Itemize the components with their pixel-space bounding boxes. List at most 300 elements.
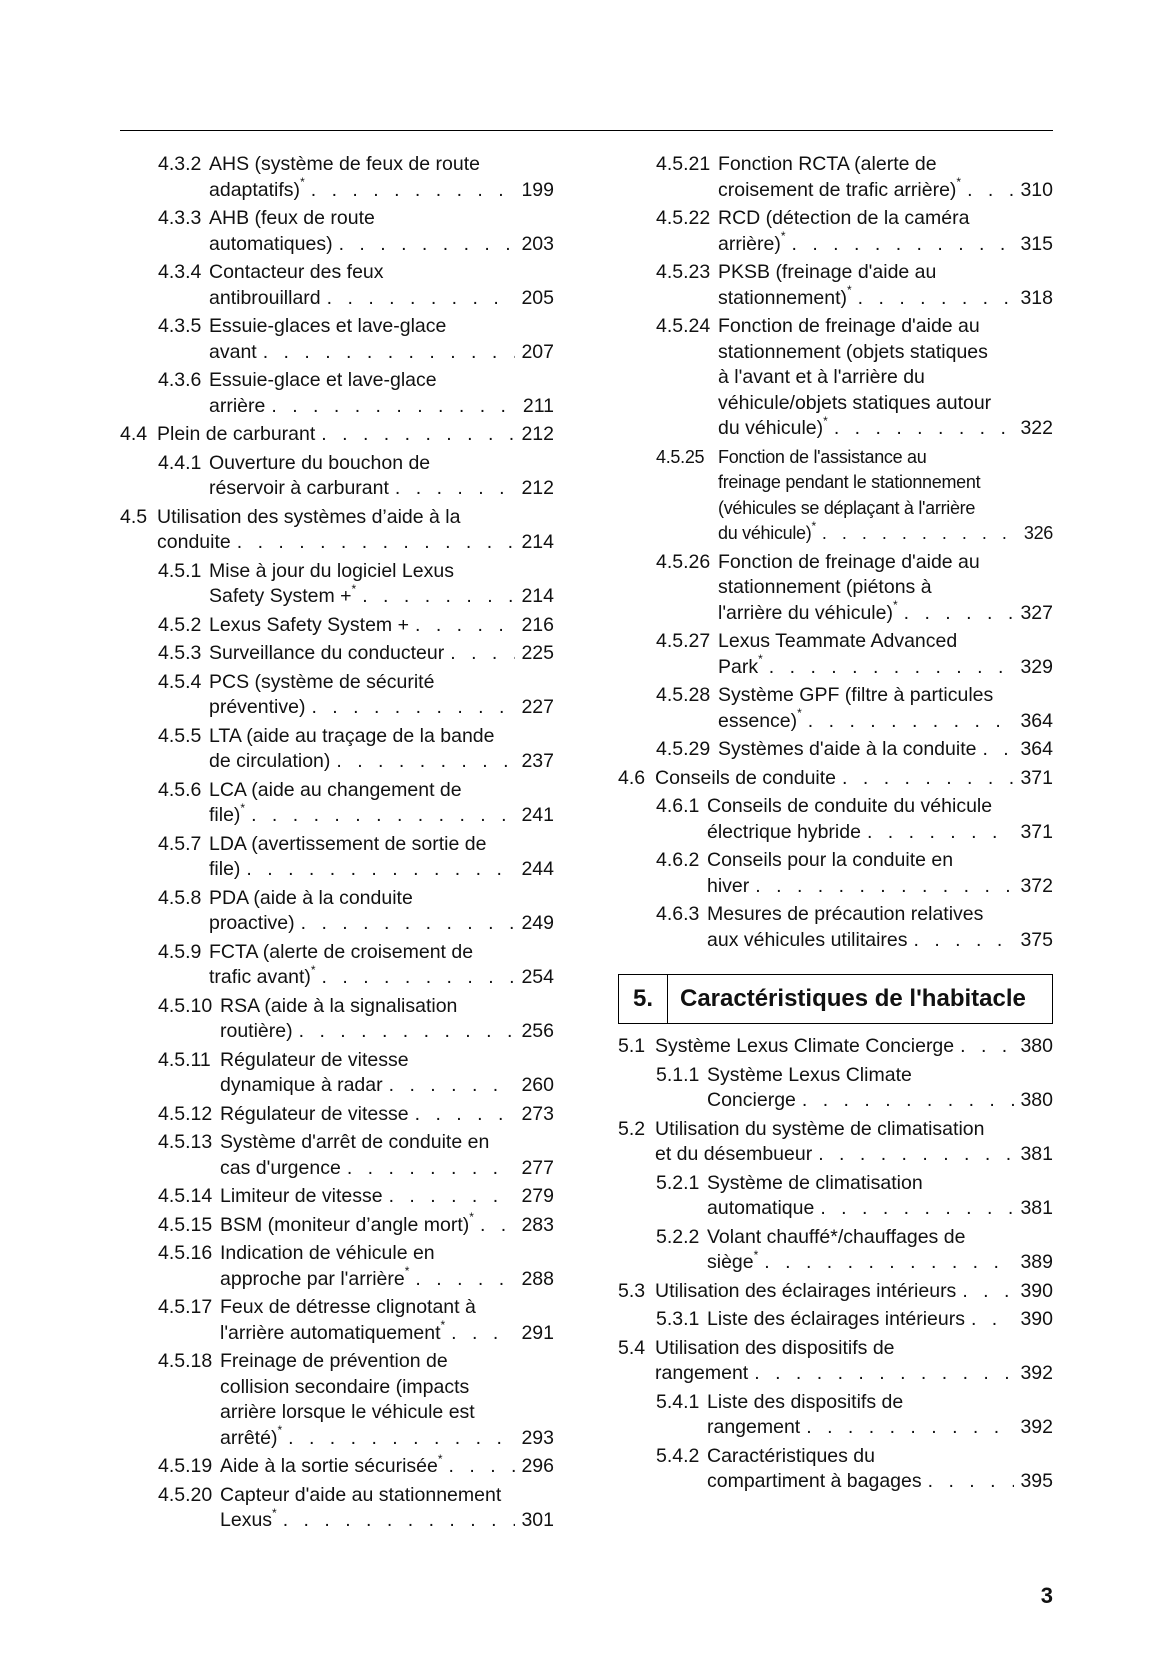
toc-entry-title-line: Utilisation des systèmes d’aide à la [157,505,461,528]
toc-entry-page: 273 [521,1102,554,1125]
toc-entry-page: 279 [521,1185,554,1207]
leader-dots [769,655,1015,681]
toc-entry[interactable] [618,629,1053,680]
toc-entry-title-line: proactive) [209,912,295,934]
asterisk-marker: * [310,962,316,977]
toc-entry[interactable] [618,848,1053,899]
leader-dots [449,1454,516,1480]
toc-entry[interactable] [120,1130,554,1181]
asterisk-marker: * [404,1264,410,1278]
toc-entry-title-line: stationnement (piétons à [718,576,932,598]
toc-entry[interactable] [120,152,554,203]
toc-entry-title-line: LCA (aide au changement de [209,778,462,801]
toc-entry-number: 4.5.6 [158,778,202,801]
toc-left-column [120,152,554,1537]
toc-entry-number: 4.5.28 [656,684,711,706]
toc-entry-title-line: et du désembueur [655,1143,813,1165]
toc-entry[interactable] [120,641,554,667]
toc-entry[interactable] [618,260,1053,311]
toc-entry-number: 4.5.27 [656,630,711,652]
toc-entry-title-line: Safety System +* [209,581,357,607]
toc-entry-title-line: PCS (système de sécurité [209,670,435,693]
toc-entry-title-line: antibrouillard [209,286,321,309]
toc-entry[interactable] [120,778,554,829]
toc-entry-title-line: Volant chauffé*/chauffages de [707,1225,966,1248]
toc-entry-page: 318 [1020,286,1053,309]
toc-entry-title-line: rangement [707,1416,801,1438]
toc-entry-page: 380 [1020,1035,1053,1057]
page-number: 3 [1040,1583,1053,1608]
toc-entry-title-line: approche par l'arrière* [220,1264,410,1290]
toc-entry-number: 4.5.15 [158,1213,213,1236]
toc-entry-title-line: Systèmes d'aide à la conduite [718,738,977,760]
toc-entry-title-line: siège* [707,1247,759,1273]
asterisk-marker: * [440,1318,446,1332]
toc-entry-number: 5.2 [618,1117,646,1140]
toc-entry-number: 4.5 [120,505,148,528]
leader-dots [311,178,516,204]
leader-dots [288,1426,515,1452]
toc-entry-title-line: (véhicules se déplaçant à l'arrière [718,497,976,518]
leader-dots [451,1321,515,1347]
toc-entry-title-line: PDA (aide à la conduite [209,886,413,909]
toc-entry-page: 380 [1020,1089,1053,1111]
toc-entry[interactable] [120,559,554,610]
toc-entry[interactable] [618,1279,1053,1305]
asterisk-marker: * [823,413,828,428]
toc-entry-title-line: Essuie-glace et lave-glace [209,369,437,391]
toc-entry-title-line: trafic avant)* [209,962,316,988]
asterisk-marker: * [811,519,816,533]
asterisk-marker: * [240,800,246,815]
toc-entry-page: 371 [1020,820,1053,843]
leader-dots [842,766,1014,792]
leader-dots [928,1469,1015,1495]
toc-entry-number: 4.5.7 [158,832,202,855]
toc-entry-title-line: Liste des éclairages intérieurs [707,1308,965,1330]
toc-entry-title-line: rangement [655,1362,749,1384]
toc-entry-title-line: Aide à la sortie sécurisée* [220,1451,443,1477]
toc-entry-page: 364 [1020,738,1053,760]
asterisk-marker: * [469,1210,474,1224]
toc-entry-page: 389 [1020,1251,1053,1273]
leader-dots [299,1019,516,1045]
toc-entry-title-line: Utilisation du système de climatisation [655,1117,985,1140]
toc-entry-number: 4.6.1 [656,795,700,817]
toc-entry-number: 5.2.2 [656,1225,700,1248]
toc-entry-number: 4.5.5 [158,724,202,747]
toc-entry-title-line: du véhicule)* [718,519,816,543]
leader-dots [336,749,515,775]
leader-dots [347,1156,516,1182]
toc-entry[interactable] [120,314,554,365]
toc-entry-number: 4.6.3 [656,903,700,925]
toc-entry-title-line: Surveillance du conducteur [209,642,445,664]
toc-entry[interactable] [120,1451,554,1480]
toc-entry-title-line: automatiques) [209,232,333,255]
toc-entry-page: 203 [521,232,554,255]
toc-entry-title-line: file) [209,858,241,880]
toc-entry-number: 5.3 [618,1279,646,1302]
toc-entry-title-line: Conseils pour la conduite en [707,849,954,871]
toc-entry-title-line: l'arrière du véhicule)* [718,598,898,624]
toc-entry-title-line: Utilisation des dispositifs de [655,1336,895,1359]
toc-entry-title-line: Conseils de conduite du véhicule [707,795,993,817]
toc-entry-number: 4.3.3 [158,207,202,229]
toc-entry-title-line: avant [209,340,257,363]
leader-dots [822,521,1018,547]
toc-entry[interactable] [120,1210,554,1239]
leader-dots [271,394,517,420]
leader-dots [415,613,515,639]
toc-entry-number: 5.1 [618,1035,646,1057]
toc-entry[interactable] [618,1390,1053,1441]
toc-entry-title-line: aux véhicules utilitaires [707,928,908,951]
toc-entry-page: 212 [521,477,554,499]
toc-entry-page: 381 [1020,1143,1053,1165]
toc-entry-title-line: arrière)* [718,229,786,255]
leader-dots [982,737,1014,763]
toc-entry[interactable] [618,445,1053,547]
toc-entry[interactable] [120,886,554,937]
toc-entry-number: 4.5.4 [158,670,202,693]
toc-entry-number: 4.5.21 [656,153,711,175]
toc-entry-page: 212 [521,423,554,445]
toc-entry[interactable] [618,550,1053,627]
leader-dots [971,1307,1014,1333]
toc-entry[interactable] [120,505,554,556]
leader-dots [321,422,515,448]
toc-entry[interactable] [618,1171,1053,1222]
toc-entry-page: 227 [521,696,554,718]
toc-entry[interactable] [120,670,554,721]
toc-entry-number: 4.5.8 [158,886,202,909]
leader-dots [389,1073,516,1099]
toc-entry-page: 310 [1020,178,1053,201]
leader-dots [301,911,516,937]
toc-entry[interactable] [120,1349,554,1451]
leader-dots [237,530,516,556]
toc-entry-title-line: collision secondaire (impacts [220,1375,470,1398]
section-title: Caractéristiques de l'habitacle [680,985,1026,1012]
toc-entry-title-line: réservoir à carburant [209,477,389,499]
toc-entry-title-line: essence)* [718,706,802,732]
toc-entry-title-line: hiver [707,874,750,897]
asterisk-marker: * [437,1451,443,1466]
toc-entry-number: 4.5.26 [656,550,711,573]
leader-dots [808,709,1015,735]
toc-entry-page: 327 [1020,601,1053,624]
leader-dots [792,232,1015,258]
toc-entry-page: 216 [521,613,554,636]
section-header [618,974,1053,1024]
toc-entry-title-line: Lexus Safety System + [209,613,409,636]
toc-entry[interactable] [618,314,1053,442]
toc-entry-number: 4.3.6 [158,369,202,391]
leader-dots [283,1508,516,1534]
toc-entry[interactable] [618,1063,1053,1114]
leader-dots [755,874,1014,900]
toc-entry-page: 371 [1020,766,1053,789]
toc-entry[interactable] [618,1225,1053,1276]
toc-entry-title-line: RSA (aide à la signalisation [220,994,458,1017]
toc-entry-title-line: électrique hybride [707,820,861,843]
toc-entry-page: 293 [521,1426,554,1449]
toc-entry-page: 254 [521,966,554,988]
toc-entry[interactable] [618,1307,1053,1333]
toc-entry-title-line: de circulation) [209,750,331,772]
toc-entry-number: 4.5.2 [158,613,202,636]
toc-entry-page: 381 [1020,1197,1053,1219]
leader-dots [764,1250,1014,1276]
toc-entry-title-line: FCTA (alerte de croisement de [209,940,474,963]
leader-dots [311,695,515,721]
toc-entry-number: 4.5.13 [158,1131,213,1153]
toc-entry-number: 5.3.1 [656,1308,700,1330]
toc-entry-page: 390 [1020,1308,1053,1330]
toc-entry-title-line: Lexus Teammate Advanced [718,630,958,652]
toc-entry-title-line: Régulateur de vitesse [220,1048,409,1071]
toc-entry-title-line: Système de climatisation [707,1171,923,1194]
toc-entry-page: 199 [521,178,554,201]
toc-entry-page: 301 [521,1509,554,1531]
toc-entry[interactable] [618,1444,1053,1495]
toc-entry[interactable] [618,206,1053,257]
toc-entry-title-line: Système d'arrêt de conduite en [220,1131,490,1153]
toc-entry-number: 5.4 [618,1336,646,1359]
toc-entry-page: 390 [1020,1279,1053,1302]
toc-entry[interactable] [120,724,554,775]
toc-right-column-section5 [618,1034,1053,1498]
leader-dots [251,803,515,829]
toc-entry-page: 375 [1020,928,1053,951]
asterisk-marker: * [758,652,763,666]
leader-dots [395,476,516,502]
toc-entry-title-line: Park* [718,652,763,678]
asterisk-marker: * [956,175,962,189]
toc-entry-page: 260 [521,1074,554,1096]
toc-entry-number: 4.5.3 [158,642,202,664]
toc-entry[interactable] [120,1241,554,1292]
toc-entry-title-line: Limiteur de vitesse [220,1185,383,1207]
toc-entry-page: 277 [521,1156,554,1179]
toc-entry-title-line: Plein de carburant [157,423,316,445]
toc-entry-title-line: LDA (avertissement de sortie de [209,832,487,855]
asterisk-marker: * [272,1505,277,1520]
toc-entry-page: 256 [521,1020,554,1042]
toc-entry-title-line: PKSB (freinage d'aide au [718,261,937,283]
leader-dots [362,584,515,610]
toc-entry-title-line: freinage pendant le stationnement [718,472,981,492]
leader-dots [327,286,516,312]
toc-entry-title-line: Feux de détresse clignotant à [220,1296,476,1318]
toc-entry-title-line: arrière lorsque le véhicule est [220,1401,475,1423]
toc-entry-page: 241 [521,804,554,826]
toc-entry-page: 392 [1020,1362,1053,1384]
toc-entry-title-line: Liste des dispositifs de [707,1390,904,1413]
toc-entry-title-line: l'arrière automatiquement* [220,1318,446,1344]
toc-entry-title-line: dynamique à radar [220,1074,383,1096]
leader-dots [415,1267,515,1293]
toc-entry-page: 329 [1020,655,1053,678]
toc-entry-number: 4.5.20 [158,1483,213,1506]
toc-entry-title-line: Régulateur de vitesse [220,1102,409,1125]
leader-dots [962,1279,1014,1305]
toc-entry-number: 4.5.19 [158,1455,213,1477]
toc-entry-number: 4.5.24 [656,315,711,337]
toc-entry-title-line: Système Lexus Climate Concierge [655,1035,955,1057]
toc-entry-number: 4.5.1 [158,559,202,582]
toc-entry-number: 4.3.5 [158,315,202,337]
leader-dots [450,641,515,667]
toc-entry-title-line: compartiment à bagages [707,1470,922,1492]
toc-entry[interactable] [120,1295,554,1346]
toc-entry[interactable] [120,1483,554,1534]
toc-entry-page: 225 [521,642,554,664]
toc-entry-title-line: arrêté)* [220,1423,283,1449]
toc-entry-title-line: Mise à jour du logiciel Lexus [209,559,454,582]
toc-entry-page: 214 [521,585,554,607]
toc-entry-title-line: routière) [220,1020,293,1042]
toc-entry-page: 205 [521,286,554,309]
toc-entry-number: 4.5.12 [158,1102,213,1125]
leader-dots [834,416,1015,442]
toc-entry-page: 283 [521,1213,554,1236]
toc-entry-title-line: du véhicule)* [718,413,828,439]
asterisk-marker: * [300,175,305,189]
toc-entry-number: 4.5.14 [158,1185,213,1207]
toc-entry[interactable] [120,260,554,311]
toc-entry-number: 4.5.9 [158,940,202,963]
toc-entry-page: 364 [1020,709,1053,732]
leader-dots [246,857,515,883]
toc-entry-page: 249 [521,912,554,934]
toc-entry[interactable] [120,832,554,883]
toc-entry-number: 4.5.11 [158,1048,211,1071]
toc-entry[interactable] [618,737,1053,763]
toc-entry-number: 4.5.22 [656,207,711,229]
toc-entry-title-line: Fonction de l'assistance au [718,446,927,467]
toc-entry-title-line: BSM (moniteur d’angle mort)* [220,1210,474,1236]
toc-entry-title-line: Ouverture du bouchon de [209,451,431,474]
leader-dots [914,928,1015,954]
toc-entry-title-line: croisement de trafic arrière)* [718,175,962,201]
asterisk-marker: * [797,706,802,720]
leader-dots [820,1196,1014,1222]
toc-entry-number: 4.3.2 [158,153,202,175]
toc-entry-number: 5.4.1 [656,1390,700,1413]
toc-entry-title-line: Contacteur des feux [209,261,384,283]
toc-entry[interactable] [120,994,554,1045]
toc-entry[interactable] [120,368,554,419]
asterisk-marker: * [277,1423,283,1437]
leader-dots [339,232,516,258]
toc-entry[interactable] [618,152,1053,203]
top-rule [120,130,1053,131]
toc-entry-number: 4.3.4 [158,261,202,283]
toc-right-column [618,152,1053,956]
toc-entry-page: 296 [521,1455,554,1477]
leader-dots [867,820,1015,846]
toc-entry-number: 5.1.1 [656,1063,700,1086]
asterisk-marker: * [847,283,852,297]
toc-entry-title-line: LTA (aide au traçage de la bande [209,724,495,747]
leader-dots [806,1415,1014,1441]
toc-entry[interactable] [120,1048,554,1099]
toc-entry-number: 5.2.1 [656,1171,700,1194]
leader-dots [818,1142,1014,1168]
section-number: 5. [619,975,668,1023]
toc-entry-title-line: Utilisation des éclairages intérieurs [655,1279,957,1302]
toc-entry[interactable] [120,1184,554,1210]
toc-entry-number: 4.5.18 [158,1350,213,1372]
toc-entry-title-line: Fonction de freinage d'aide au [718,315,980,337]
toc-entry[interactable] [618,683,1053,734]
toc-entry-number: 4.6 [618,766,646,789]
toc-entry-title-line: Essuie-glaces et lave-glace [209,315,447,337]
toc-entry-page: 315 [1020,232,1053,255]
toc-entry-title-line: arrière [209,394,266,417]
toc-entry-page: 244 [521,858,554,880]
leader-dots [263,340,516,366]
toc-entry[interactable] [618,1117,1053,1168]
toc-entry[interactable] [618,1034,1053,1060]
toc-entry[interactable] [618,1336,1053,1387]
leader-dots [389,1184,516,1210]
toc-entry-title-line: Freinage de prévention de [220,1350,448,1372]
toc-entry-page: 207 [521,340,554,363]
toc-entry-page: 322 [1020,417,1053,439]
toc-entry-number: 4.5.25 [656,446,705,467]
toc-entry-title-line: véhicule/objets statiques autour [718,391,992,414]
leader-dots [754,1361,1014,1387]
leader-dots [480,1213,516,1239]
toc-entry[interactable] [618,766,1053,792]
toc-entry-number: 4.4.1 [158,451,202,474]
toc-entry-title-line: Concierge [707,1089,796,1111]
toc-entry[interactable] [120,451,554,502]
toc-entry-title-line: RCD (détection de la caméra [718,207,970,229]
asterisk-marker: * [351,581,357,596]
leader-dots [904,601,1015,627]
toc-entry[interactable] [120,206,554,257]
asterisk-marker: * [892,598,898,612]
toc-entry-title-line: AHS (système de feux de route [209,153,480,175]
toc-entry-title-line: Système GPF (filtre à particules [718,684,994,706]
toc-entry-title-line: Lexus* [220,1505,277,1531]
toc-entry-title-line: Indication de véhicule en [220,1242,435,1264]
leader-dots [415,1102,516,1128]
toc-entry[interactable] [120,613,554,639]
toc-entry-title-line: Mesures de précaution relatives [707,903,984,925]
toc-entry[interactable] [120,940,554,991]
toc-entry[interactable] [618,794,1053,845]
toc-entry-page: 211 [522,394,554,417]
toc-entry-title-line: Caractéristiques du [707,1444,875,1467]
toc-entry-number: 4.6.2 [656,849,700,871]
toc-entry[interactable] [120,422,554,448]
toc-entry-page: 326 [1023,523,1053,543]
toc-entry-title-line: file)* [209,800,246,826]
toc-entry-title-line: à l'avant et à l'arrière du [718,366,925,388]
leader-dots [960,1034,1014,1060]
toc-entry-page: 237 [521,750,554,772]
toc-entry[interactable] [120,1102,554,1128]
toc-entry-number: 5.4.2 [656,1444,700,1467]
toc-entry-page: 291 [521,1321,554,1344]
asterisk-marker: * [780,229,786,243]
toc-entry[interactable] [618,902,1053,953]
